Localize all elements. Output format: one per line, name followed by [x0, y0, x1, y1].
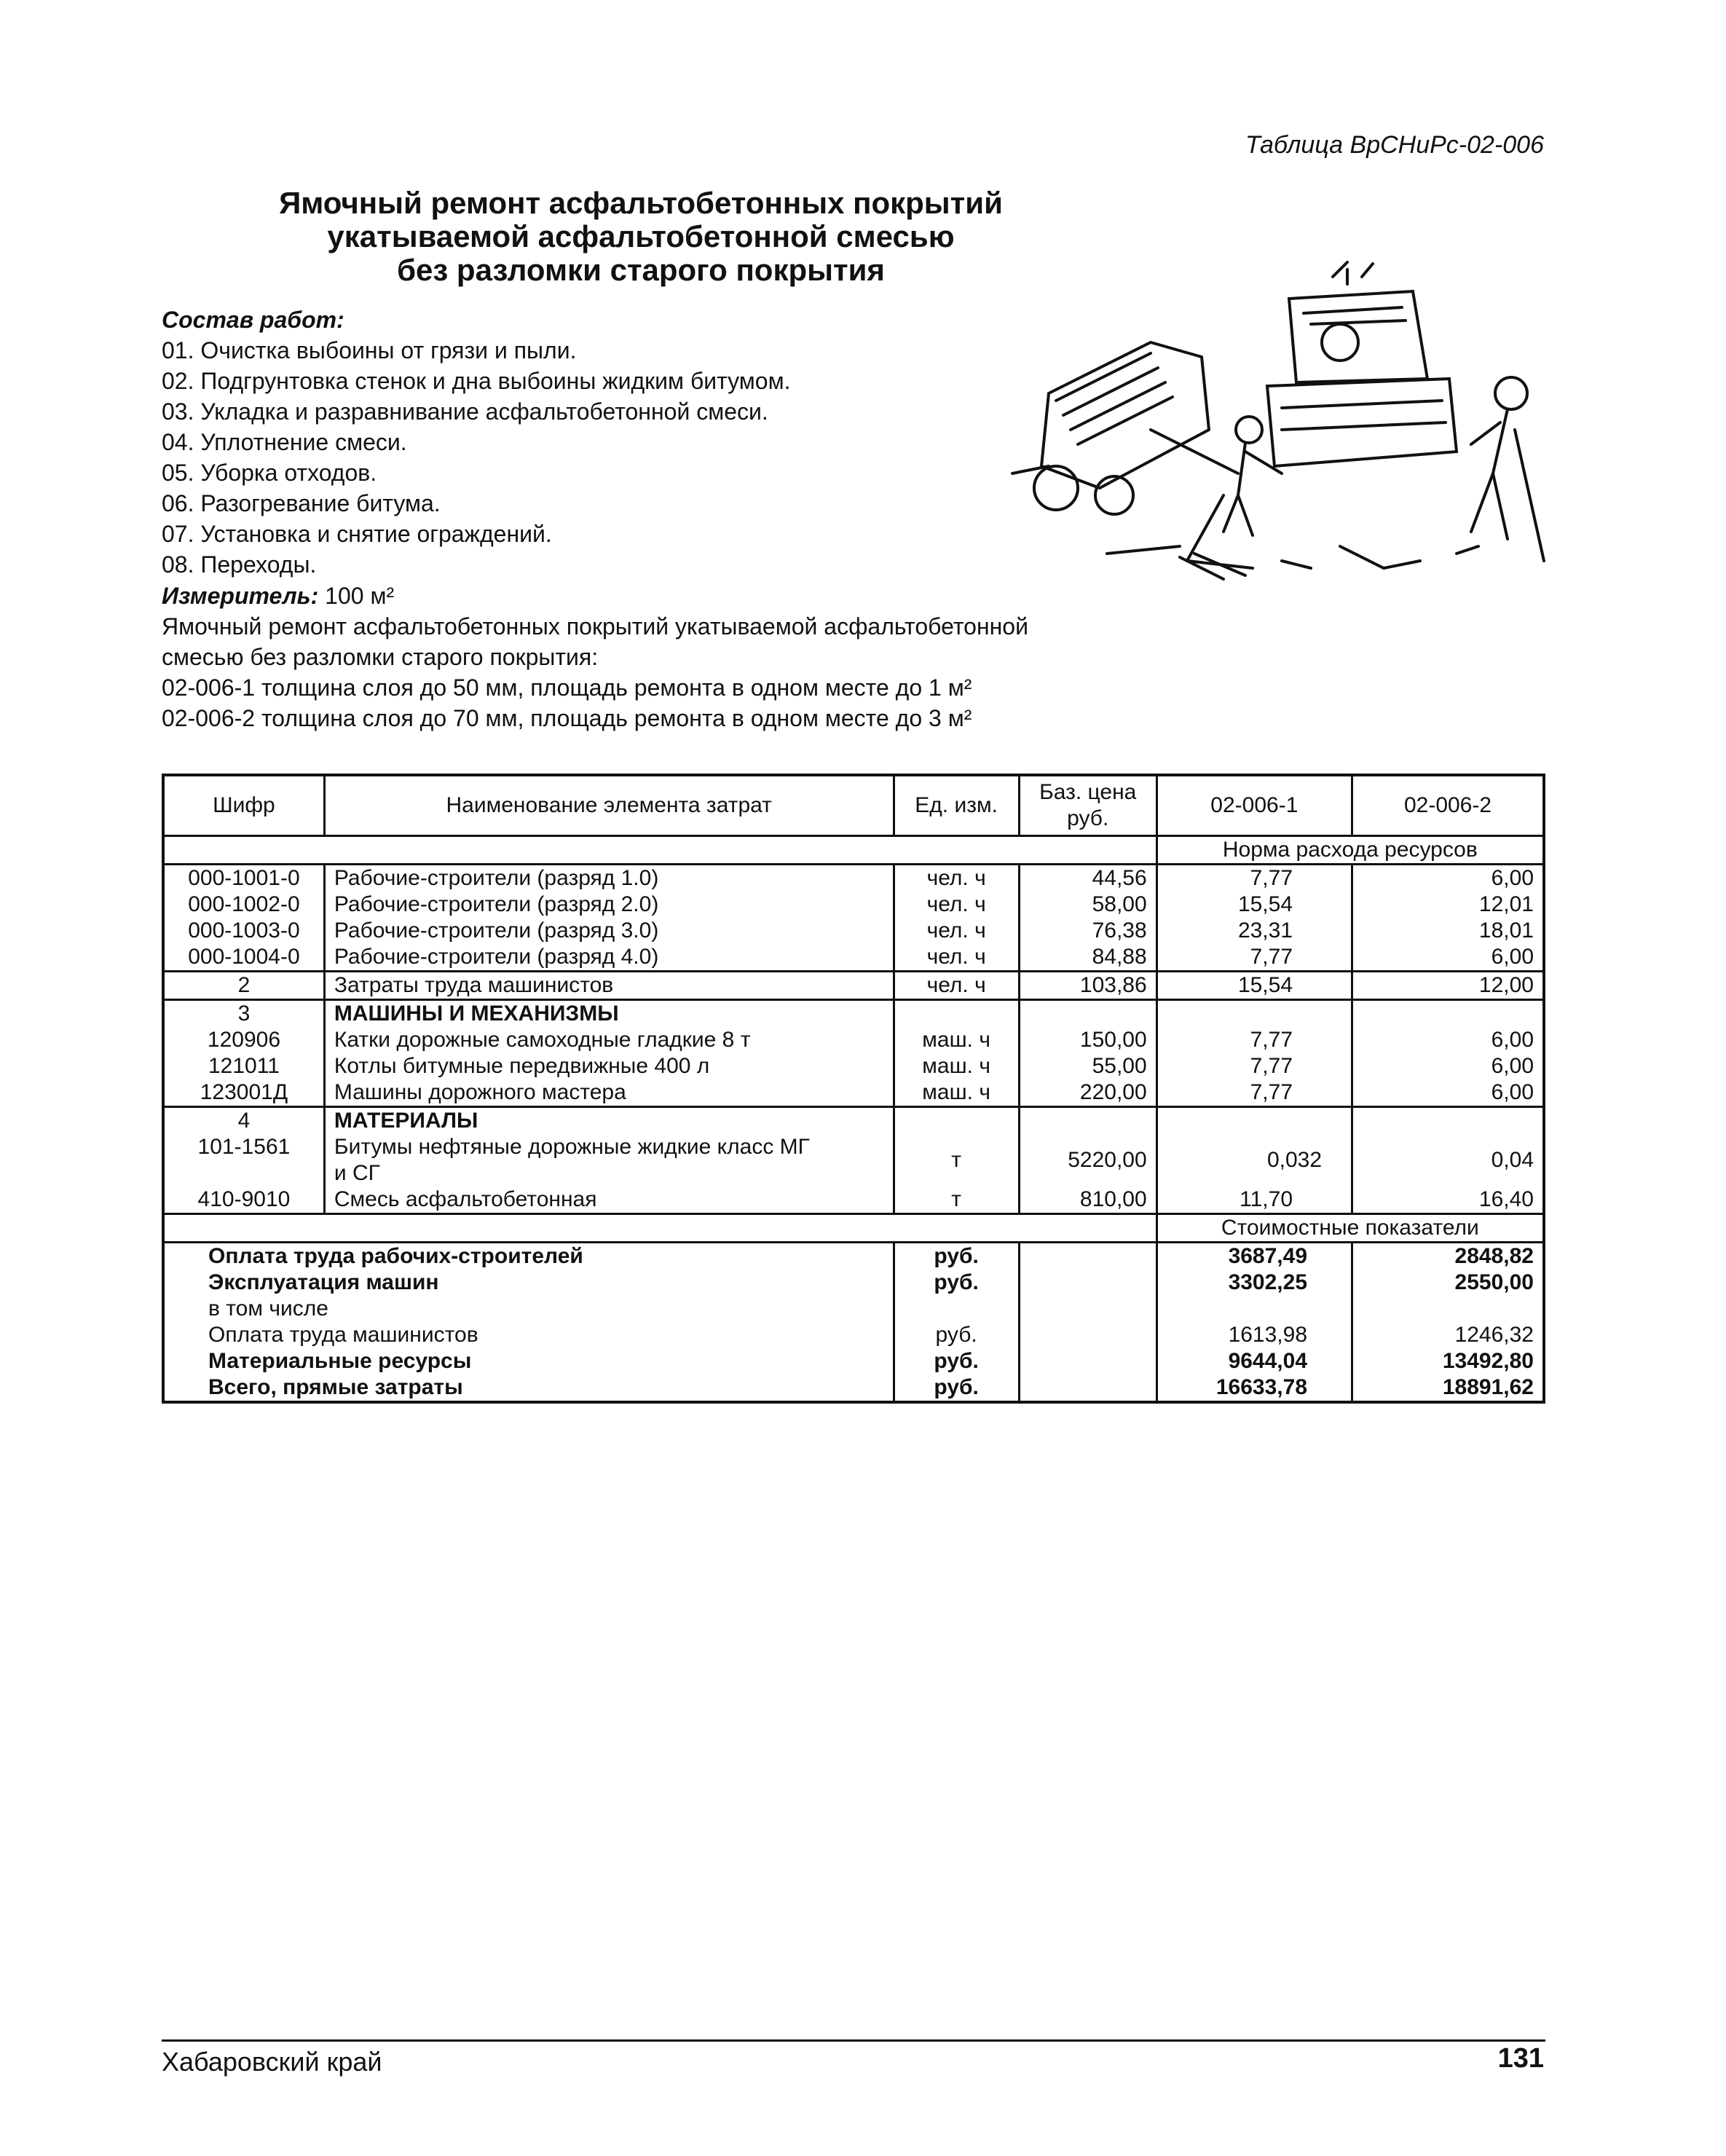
- work-item: 01. Очистка выбоины от грязи и пыли.: [162, 337, 577, 363]
- work-item: 03. Укладка и разравнивание асфальтобетонной смеси.: [162, 398, 768, 425]
- work-item: 02. Подгрунтовка стенок и дна выбоины жидким битумом.: [162, 368, 791, 394]
- cost-label: Стоимостные показатели: [1156, 1214, 1544, 1243]
- header-unit: Ед. изм.: [894, 775, 1019, 836]
- table-row: 120906 Катки дорожные самоходные гладкие 8 т маш. ч 150,00 7,77 6,00: [163, 1027, 1544, 1053]
- work-item: 07. Установка и снятие ограждений.: [162, 521, 552, 547]
- table-row: 2 Затраты труда машинистов чел. ч 103,86 15,54 12,00: [163, 972, 1544, 1000]
- table-row: 410-9010 Смесь асфальтобетонная т 810,00 11,70 16,40: [163, 1187, 1544, 1214]
- table-row: 101-1561 Битумы нефтяные дорожные жидкие класс МГ и СГ т 5220,00 0,032 0,04: [163, 1134, 1544, 1187]
- measure-label: Измеритель:: [162, 583, 319, 609]
- cost-table: [162, 774, 1545, 1404]
- page-title: [168, 186, 1114, 287]
- table-id: Таблица ВрСНиРс-02-006: [1245, 131, 1544, 159]
- table-row: 000-1002-0 Рабочие-строители (разряд 2.0) чел. ч 58,00 15,54 12,01: [163, 892, 1544, 918]
- summary-row: Материальные ресурсы руб. 9644,04 13492,80: [163, 1348, 1544, 1374]
- footer-divider: [162, 2039, 1545, 2042]
- variant-2: 02-006-2 толщина слоя до 70 мм, площадь ремонта в одном месте до 3 м²: [162, 705, 972, 731]
- work-composition: [162, 304, 1145, 580]
- work-item: 06. Разогревание битума.: [162, 490, 441, 516]
- header-col1: 02-006-1: [1156, 775, 1352, 836]
- table-row: 121011 Котлы битумные передвижные 400 л маш. ч 55,00 7,77 6,00: [163, 1053, 1544, 1079]
- page-number: 131: [1497, 2043, 1544, 2074]
- norm-label: Норма расхода ресурсов: [1156, 836, 1544, 865]
- footer-region: Хабаровский край: [162, 2047, 382, 2077]
- variant-1: 02-006-1 толщина слоя до 50 мм, площадь ремонта в одном месте до 1 м²: [162, 674, 972, 701]
- summary-row: Всего, прямые затраты руб. 16633,78 18891,62: [163, 1374, 1544, 1402]
- summary-row: в том числе: [163, 1296, 1544, 1322]
- measure-desc-2: смесью без разломки старого покрытия:: [162, 644, 599, 670]
- header-name: Наименование элемента затрат: [324, 775, 894, 836]
- table-row: 000-1003-0 Рабочие-строители (разряд 3.0) чел. ч 76,38 23,31 18,01: [163, 918, 1544, 944]
- title-line-2: укатываемой асфальтобетонной смесью: [327, 219, 955, 253]
- table-row: 000-1001-0 Рабочие-строители (разряд 1.0) чел. ч 44,56 7,77 6,00: [163, 865, 1544, 892]
- title-line-3: без разломки старого покрытия: [397, 253, 885, 287]
- summary-row: Оплата труда машинистов руб. 1613,98 1246,32: [163, 1322, 1544, 1348]
- table-row: 000-1004-0 Рабочие-строители (разряд 4.0) чел. ч 84,88 7,77 6,00: [163, 944, 1544, 972]
- table-row: 123001Д Машины дорожного мастера маш. ч 220,00 7,77 6,00: [163, 1079, 1544, 1107]
- group-row: 4 МАТЕРИАЛЫ: [163, 1107, 1544, 1135]
- work-header: Состав работ:: [162, 307, 344, 333]
- work-item: 08. Переходы.: [162, 551, 317, 578]
- measure-desc-1: Ямочный ремонт асфальтобетонных покрытий укатываемой асфальтобетонной: [162, 613, 1028, 640]
- header-price: Баз. цена руб.: [1019, 775, 1156, 836]
- road-repair-illustration: [1005, 255, 1551, 590]
- measure-value: 100 м²: [325, 583, 395, 609]
- measure-section: [162, 581, 1181, 733]
- group-row: 3 МАШИНЫ И МЕХАНИЗМЫ: [163, 1000, 1544, 1028]
- header-col2: 02-006-2: [1352, 775, 1544, 836]
- header-code: Шифр: [163, 775, 324, 836]
- title-line-1: Ямочный ремонт асфальтобетонных покрытий: [279, 186, 1003, 220]
- work-item: 05. Уборка отходов.: [162, 460, 377, 486]
- work-item: 04. Уплотнение смеси.: [162, 429, 407, 455]
- summary-row: Оплата труда рабочих-строителей руб. 3687,49 2848,82: [163, 1243, 1544, 1270]
- summary-row: Эксплуатация машин руб. 3302,25 2550,00: [163, 1270, 1544, 1296]
